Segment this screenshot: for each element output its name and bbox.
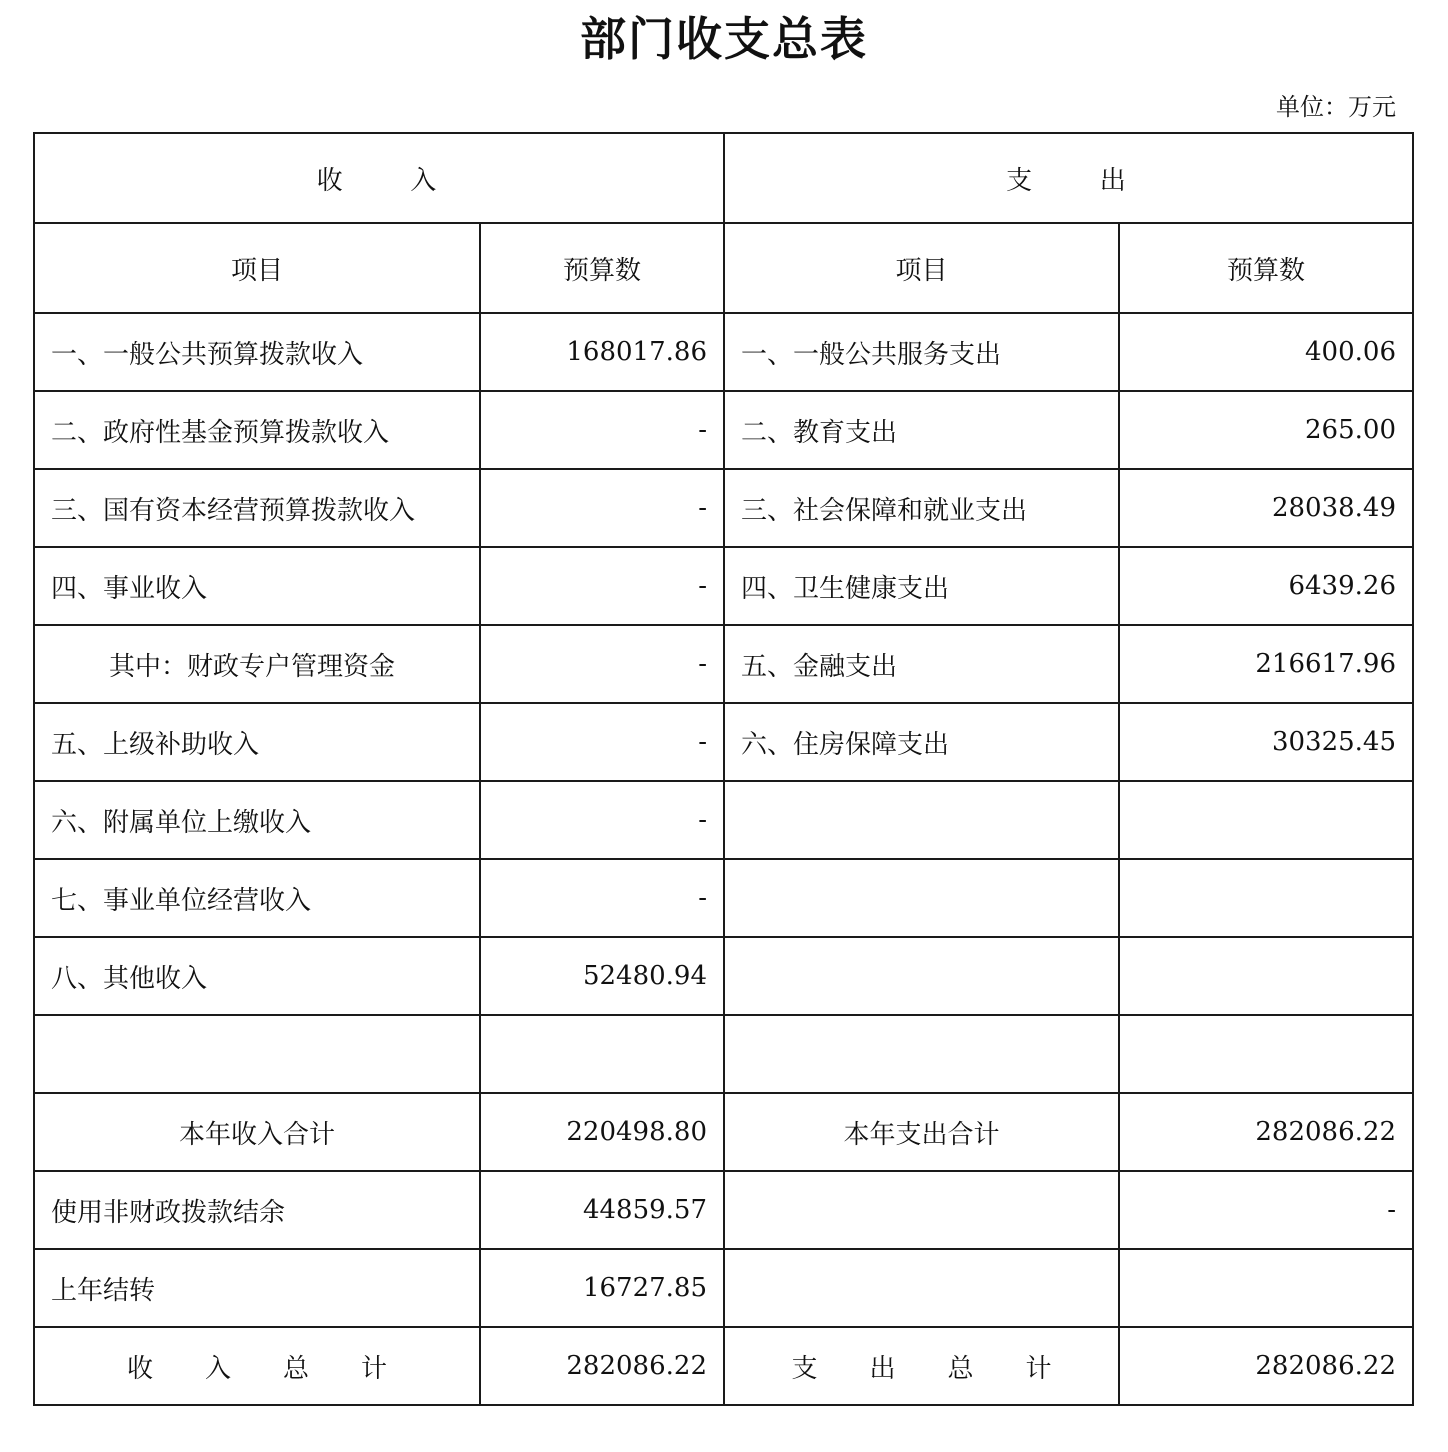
expense-item	[724, 937, 1119, 1015]
income-value: -	[480, 859, 724, 937]
income-item: 一、一般公共预算拨款收入	[34, 313, 480, 391]
expense-item: 五、金融支出	[724, 625, 1119, 703]
income-item: 五、上级补助收入	[34, 703, 480, 781]
expense-value	[1119, 1015, 1413, 1093]
table-row	[34, 781, 1413, 859]
income-item: 七、事业单位经营收入	[34, 859, 480, 937]
expense-value: 265.00	[1119, 391, 1413, 469]
expense-item: 六、住房保障支出	[724, 703, 1119, 781]
table-row	[34, 469, 1413, 547]
expense-value	[1119, 859, 1413, 937]
unit-label: 单位：万元	[1276, 93, 1396, 121]
expense-value: 216617.96	[1119, 625, 1413, 703]
expense-subtotal-value: 282086.22	[1119, 1093, 1413, 1171]
expense-item: 一、一般公共服务支出	[724, 313, 1119, 391]
subtotal-row	[34, 1093, 1413, 1171]
expense-item: 三、社会保障和就业支出	[724, 469, 1119, 547]
income-value: -	[480, 391, 724, 469]
income-value: 168017.86	[480, 313, 724, 391]
income-value: 52480.94	[480, 937, 724, 1015]
income-value	[480, 1015, 724, 1093]
income-item: 上年结转	[34, 1249, 480, 1327]
income-value: -	[480, 469, 724, 547]
income-item: 八、其他收入	[34, 937, 480, 1015]
income-total-value: 282086.22	[480, 1327, 724, 1405]
income-value: 16727.85	[480, 1249, 724, 1327]
income-item: 三、国有资本经营预算拨款收入	[34, 469, 480, 547]
expense-value: 28038.49	[1119, 469, 1413, 547]
income-item: 使用非财政拨款结余	[34, 1171, 480, 1249]
expense-section-header: 支 出	[724, 133, 1413, 223]
table-row	[34, 703, 1413, 781]
expense-item	[724, 859, 1119, 937]
expense-item	[724, 1015, 1119, 1093]
total-row	[34, 1327, 1413, 1405]
income-item-header: 项目	[34, 223, 480, 313]
table-row	[34, 391, 1413, 469]
table-row	[34, 547, 1413, 625]
expense-total-label: 支 出 总 计	[724, 1327, 1119, 1405]
income-item: 二、政府性基金预算拨款收入	[34, 391, 480, 469]
expense-subtotal-label: 本年支出合计	[724, 1093, 1119, 1171]
income-section-header: 收 入	[34, 133, 724, 223]
section-header-row	[34, 133, 1413, 223]
column-header-row	[34, 223, 1413, 313]
expense-item: 四、卫生健康支出	[724, 547, 1119, 625]
income-value: -	[480, 703, 724, 781]
table-row	[34, 1015, 1413, 1093]
page-title: 部门收支总表	[580, 12, 868, 66]
expense-value: 30325.45	[1119, 703, 1413, 781]
expense-item	[724, 1171, 1119, 1249]
income-value: -	[480, 547, 724, 625]
expense-item-header: 项目	[724, 223, 1119, 313]
income-budget-header: 预算数	[480, 223, 724, 313]
expense-item	[724, 781, 1119, 859]
income-value: -	[480, 781, 724, 859]
income-item: 六、附属单位上缴收入	[34, 781, 480, 859]
income-item	[34, 1015, 480, 1093]
table-row	[34, 1171, 1413, 1249]
table-row	[34, 625, 1413, 703]
income-value: 44859.57	[480, 1171, 724, 1249]
table-row	[34, 313, 1413, 391]
income-value: -	[480, 625, 724, 703]
expense-value	[1119, 937, 1413, 1015]
table-row	[34, 1249, 1413, 1327]
income-item: 其中：财政专户管理资金	[34, 625, 480, 703]
expense-total-value: 282086.22	[1119, 1327, 1413, 1405]
expense-value: 400.06	[1119, 313, 1413, 391]
expense-value: 6439.26	[1119, 547, 1413, 625]
expense-value	[1119, 781, 1413, 859]
income-subtotal-value: 220498.80	[480, 1093, 724, 1171]
expense-value: -	[1119, 1171, 1413, 1249]
income-subtotal-label: 本年收入合计	[34, 1093, 480, 1171]
expense-budget-header: 预算数	[1119, 223, 1413, 313]
income-item: 四、事业收入	[34, 547, 480, 625]
income-total-label: 收 入 总 计	[34, 1327, 480, 1405]
table-row	[34, 859, 1413, 937]
expense-item	[724, 1249, 1119, 1327]
income-expense-table	[33, 132, 1414, 1406]
table-row	[34, 937, 1413, 1015]
expense-value	[1119, 1249, 1413, 1327]
expense-item: 二、教育支出	[724, 391, 1119, 469]
